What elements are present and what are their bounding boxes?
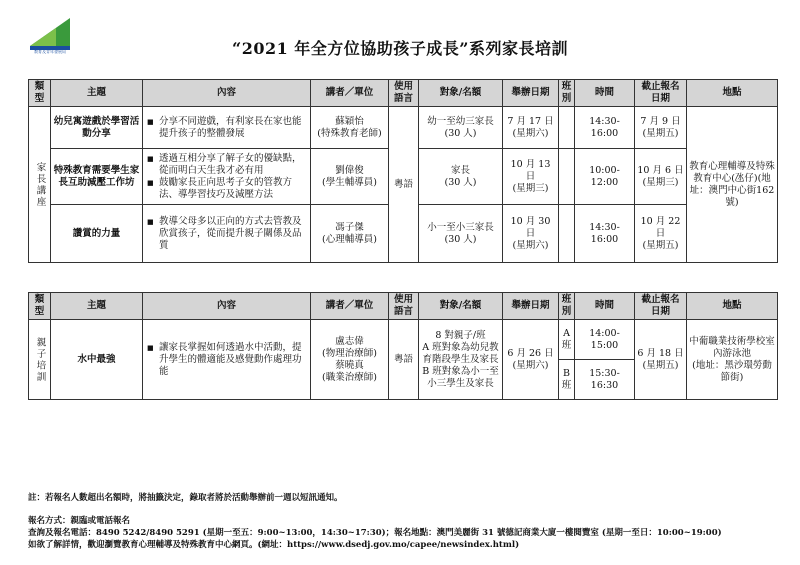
content-bullet: ■ 讓家長掌握如何透過水中活動，提升學生的體適能及感覺動作處理功能: [159, 342, 308, 378]
header-topic: 主題: [51, 80, 143, 107]
type-cell: 家長講座: [34, 161, 46, 208]
website-info: 如欲了解詳情，歡迎瀏覽教育心理輔導及特殊教育中心網頁。(網址：https://www.dsedj.gov.mo/capee/newsindex.html): [28, 540, 520, 550]
deadline-cell: 10 月 22 日 (星期五): [635, 205, 687, 263]
speaker-cell: 蘇穎怡 (特殊教育老師): [311, 107, 389, 149]
table-header-row: [29, 80, 778, 107]
header-time: 時間: [575, 293, 635, 320]
content-bullet: ■ 透過互相分享了解子女的優缺點，從而明白天生我才必有用: [159, 153, 308, 177]
topic-cell: 特殊教育需要學生家長互助減壓工作坊: [51, 149, 143, 205]
table-row: [29, 107, 778, 149]
time-cell-b: 15:30-16:30: [575, 360, 635, 400]
parent-child-training-table: [28, 292, 778, 400]
audience-cell: 幼一至幼三家長 (30 人): [419, 107, 503, 149]
header-class: 班別: [559, 293, 575, 320]
table-header-row: [29, 293, 778, 320]
time-cell: 10:00-12:00: [575, 149, 635, 205]
audience-cell: 小一至小三家長 (30 人): [419, 205, 503, 263]
header-lang: 使用語言: [389, 293, 419, 320]
topic-cell: 水中最強: [51, 320, 143, 400]
class-cell: [559, 205, 575, 263]
header-audience: 對象/名額: [419, 80, 503, 107]
speaker-cell: 盧志偉 (物理治療師) 蔡曉真 (職業治療師): [311, 320, 389, 400]
deadline-cell: 6 月 18 日 (星期五): [635, 320, 687, 400]
topic-cell: 讚賞的力量: [51, 205, 143, 263]
class-cell-a: A 班: [559, 320, 575, 360]
type-cell: 親子培訓: [34, 336, 46, 383]
venue-cell: 教育心理輔導及特殊教育中心(氹仔)(地址：澳門中心街162號): [687, 107, 778, 263]
header-content: 內容: [143, 293, 311, 320]
time-cell-a: 14:00-15:00: [575, 320, 635, 360]
time-cell: 14:30-16:00: [575, 107, 635, 149]
contact-info: [28, 515, 722, 551]
logo-text: 教育及青年發展局: [34, 49, 66, 54]
class-cell: [559, 107, 575, 149]
header-time: 時間: [575, 80, 635, 107]
venue-cell: 中葡職業技術學校室內游泳池 (地址：黑沙環勞動節街): [687, 320, 778, 400]
registration-note: 註：若報名人數超出名額時，將抽籤決定，錄取者將於活動舉辦前一週以短訊通知。: [28, 493, 343, 503]
table-row: [29, 320, 778, 360]
content-list: [145, 342, 308, 378]
date-cell: 6 月 26 日 (星期六): [503, 320, 559, 400]
time-cell: 14:30-16:00: [575, 205, 635, 263]
content-list: [145, 116, 308, 140]
page-title: “2021 年全方位協助孩子成長”系列家長培訓: [231, 39, 568, 58]
header-lang: 使用語言: [389, 80, 419, 107]
header-deadline: 截止報名日期: [635, 293, 687, 320]
header-content: 內容: [143, 80, 311, 107]
lang-cell: 粵語: [389, 320, 419, 400]
lang-cell: 粵語: [389, 107, 419, 263]
deadline-cell: 10 月 6 日 (星期三): [635, 149, 687, 205]
header-type: 類型: [29, 293, 51, 320]
date-cell: 10 月 30 日 (星期六): [503, 205, 559, 263]
header-speaker: 講者／單位: [311, 293, 389, 320]
header-date: 舉辦日期: [503, 293, 559, 320]
date-cell: 7 月 17 日 (星期六): [503, 107, 559, 149]
speaker-cell: 馮子傑 (心理輔導員): [311, 205, 389, 263]
header-venue: 地點: [687, 293, 778, 320]
content-bullet: ■ 鼓勵家長正向思考子女的管教方法、導學習技巧及減壓方法: [159, 177, 308, 201]
class-cell: [559, 149, 575, 205]
header-class: 班別: [559, 80, 575, 107]
header-date: 舉辦日期: [503, 80, 559, 107]
header-type: 類型: [29, 80, 51, 107]
header-audience: 對象/名額: [419, 293, 503, 320]
content-bullet: ■ 教導父母多以正向的方式去管教及欣賞孩子，從而提升親子關係及品質: [159, 216, 308, 252]
registration-method: 報名方式：親臨或電話報名: [28, 516, 131, 526]
header-speaker: 講者／單位: [311, 80, 389, 107]
content-list: [145, 153, 308, 201]
date-cell: 10 月 13 日 (星期三): [503, 149, 559, 205]
header-deadline: 截止報名日期: [635, 80, 687, 107]
parent-talks-table: [28, 79, 778, 263]
audience-cell: 8 對親子/班 A 班對象為幼兒教育階段學生及家長 B 班對象為小一至小三學生及家長: [419, 320, 503, 400]
audience-cell: 家長 (30 人): [419, 149, 503, 205]
deadline-cell: 7 月 9 日 (星期五): [635, 107, 687, 149]
topic-cell: 幼兒寓遊戲於學習活動分享: [51, 107, 143, 149]
speaker-cell: 劉偉俊 (學生輔導員): [311, 149, 389, 205]
header-venue: 地點: [687, 80, 778, 107]
enquiry-phone: 查詢及報名電話：8490 5242/8490 5291 (星期一至五：9:00~13:00，14:30~17:30)；報名地點：澳門美麗街 31 號德記商業大廈一樓閱覽室 (星期一至日：10:00~19:00): [28, 528, 722, 538]
content-bullet: ■ 分享不同遊戲，有利家長在家也能提升孩子的整體發展: [159, 116, 308, 140]
content-list: [145, 216, 308, 252]
class-cell-b: B 班: [559, 360, 575, 400]
header-topic: 主題: [51, 293, 143, 320]
